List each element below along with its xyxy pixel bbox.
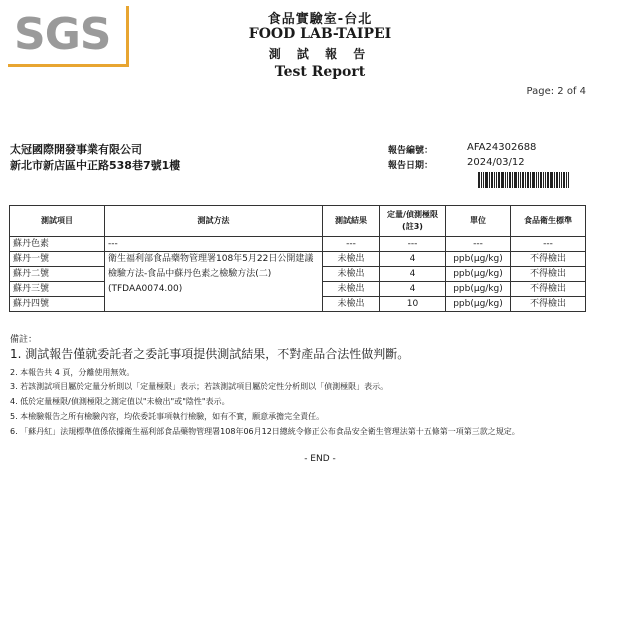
note-2: 2. 本報告共 4 頁，分離使用無效。: [10, 368, 135, 377]
cell-standard: 不得檢出: [511, 297, 586, 312]
note-1: 1. 測試報告僅就委託者之委託事項提供測試結果，不對產品合法性做判斷。: [10, 347, 410, 361]
client-address: 新北市新店區中正路538巷7號1樓: [10, 159, 181, 172]
cell-item: 蘇丹四號: [10, 297, 105, 312]
notes-title: 備註：: [10, 335, 38, 345]
cell-unit: ppb(μg/kg): [446, 297, 511, 312]
lab-name-en: FOOD LAB-TAIPEI: [248, 26, 392, 42]
header-test-item: 測試項目: [10, 206, 105, 237]
cell-item: 蘇丹一號: [10, 252, 105, 267]
cell-item: 蘇丹三號: [10, 282, 105, 297]
cell-item: 蘇丹二號: [10, 267, 105, 282]
end-marker: - END -: [304, 454, 336, 464]
note-5: 5. 本檢驗報告之所有檢驗內容，均依委託事項執行檢驗，如有不實，願意承擔完全責任。: [10, 412, 325, 421]
table-row: [10, 252, 586, 267]
cell-limit: 4: [380, 267, 446, 282]
header-standard: 食品衛生標準: [511, 206, 586, 237]
cell-standard: 不得檢出: [511, 267, 586, 282]
sgs-logo-text: SGS: [14, 9, 111, 60]
header-limit: 定量/偵測極限(註3): [380, 206, 446, 237]
note-6: 6. 「蘇丹紅」法規標準值係依據衛生福利部食品藥物管理署108年06月12日總統令修正公布食品安全衛生管理法第十五條第一項第三款之規定。: [10, 427, 520, 436]
cell-result: 未檢出: [323, 297, 380, 312]
cell-limit: ---: [380, 237, 446, 252]
table-row: [10, 237, 586, 252]
cell-unit: ppb(μg/kg): [446, 282, 511, 297]
report-no-label: 報告編號：: [388, 146, 434, 156]
cell-result: ---: [323, 237, 380, 252]
client-name: 太冠國際開發事業有限公司: [10, 143, 142, 156]
report-no: AFA24302688: [467, 142, 537, 153]
report-title-en: Test Report: [274, 64, 366, 80]
results-table: [9, 205, 586, 312]
note-3: 3. 若該測試項目屬於定量分析則以「定量極限」表示；若該測試項目屬於定性分析則以「偵測極限」表示。: [10, 382, 389, 391]
sgs-logo: [8, 6, 129, 67]
lab-name-zh: 食品實驗室-台北: [267, 12, 373, 27]
cell-standard: 不得檢出: [511, 252, 586, 267]
report-date: 2024/03/12: [467, 157, 525, 168]
cell-limit: 4: [380, 252, 446, 267]
header-test-result: 測試結果: [323, 206, 380, 237]
cell-standard: ---: [511, 237, 586, 252]
cell-result: 未檢出: [323, 282, 380, 297]
cell-method: 衛生福利部食品藥物管理署108年5月22日公開建議檢驗方法-食品中蘇丹色素之檢驗方法(二)(TFDAA0074.00): [105, 252, 323, 312]
cell-limit: 4: [380, 282, 446, 297]
header-unit: 單位: [446, 206, 511, 237]
cell-standard: 不得檢出: [511, 282, 586, 297]
cell-limit: 10: [380, 297, 446, 312]
header-test-method: 測試方法: [105, 206, 323, 237]
barcode: [478, 172, 582, 188]
report-date-label: 報告日期：: [388, 161, 434, 171]
note-4: 4. 低於定量極限/偵測極限之測定值以"未檢出"或"陰性"表示。: [10, 397, 230, 406]
cell-result: 未檢出: [323, 267, 380, 282]
report-title-zh: 測 試 報 告: [268, 47, 372, 61]
cell-unit: ---: [446, 237, 511, 252]
cell-item: 蘇丹色素: [10, 237, 105, 252]
cell-result: 未檢出: [323, 252, 380, 267]
cell-method-top: ---: [105, 237, 323, 252]
cell-unit: ppb(μg/kg): [446, 252, 511, 267]
table-header-row: [10, 206, 586, 237]
page-number: Page: 2 of 4: [526, 86, 586, 97]
cell-unit: ppb(μg/kg): [446, 267, 511, 282]
